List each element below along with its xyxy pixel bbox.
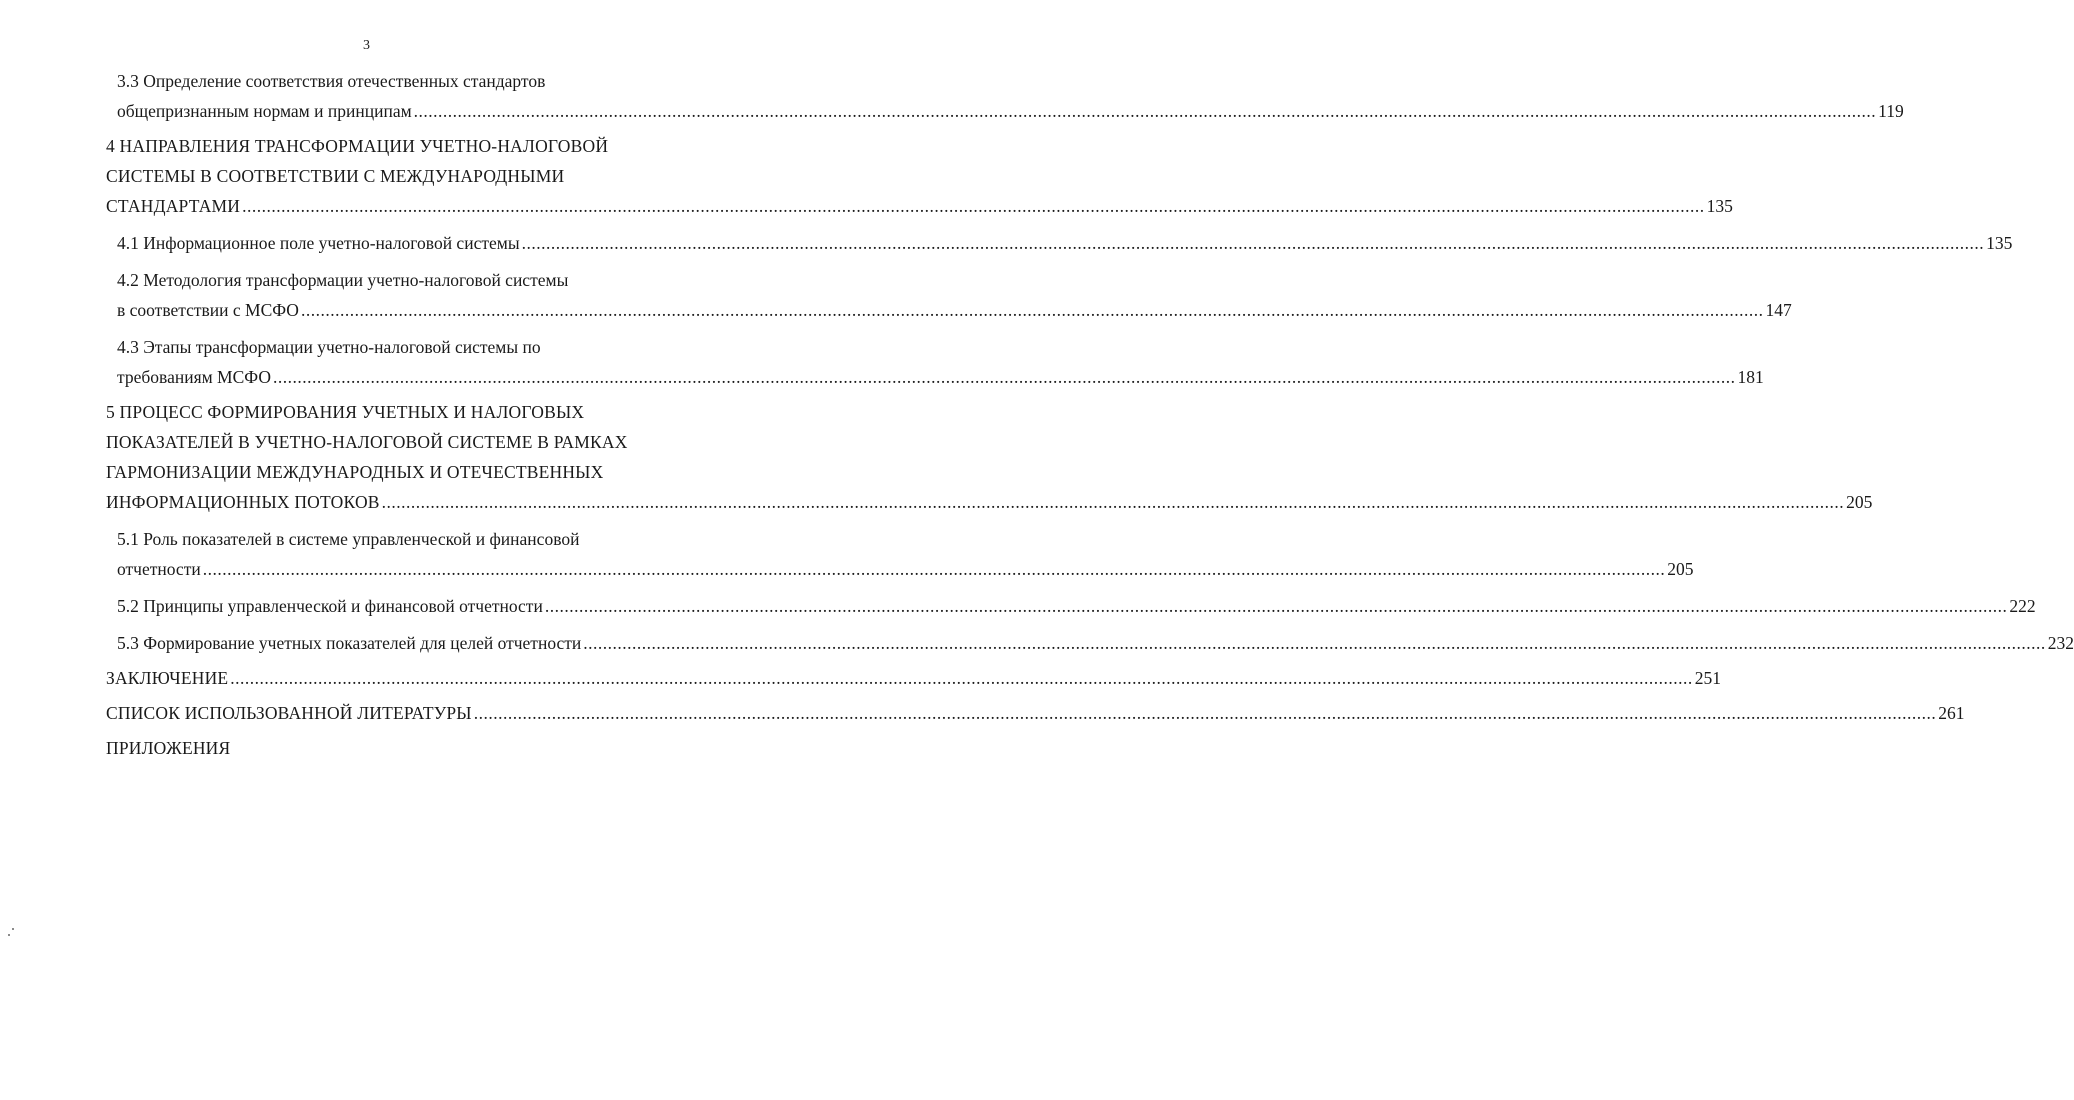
toc-page-number: 222 (2009, 596, 2036, 616)
toc-entry-line: 4.2 Методология трансформации учетно-налоговой системы (117, 270, 569, 290)
toc-page-number: 119 (1878, 101, 1904, 121)
toc-entry-line: требованиям МСФО (117, 367, 271, 387)
toc-entry-line: 4.3 Этапы трансформации учетно-налоговой системы по (117, 337, 541, 357)
toc-entry[interactable] (106, 397, 1873, 517)
toc-entry[interactable] (106, 698, 1965, 728)
dot-leader: ............................................................................................................................................................................................................................................................................................................ (521, 233, 1985, 253)
toc-entry[interactable] (117, 66, 1904, 126)
page-number: 3 (363, 38, 370, 53)
toc-page-number: 205 (1846, 492, 1873, 512)
toc-entry-line: 4 НАПРАВЛЕНИЯ ТРАНСФОРМАЦИИ УЧЕТНО-НАЛОГОВОЙ (106, 136, 609, 156)
toc-entry[interactable] (117, 332, 1764, 392)
toc-entry[interactable] (117, 628, 2074, 658)
dot-leader: ............................................................................................................................................................................................................................................................................................................ (583, 633, 2046, 653)
toc-entry[interactable] (117, 524, 1694, 584)
toc-page-number: 135 (1986, 233, 2013, 253)
dot-leader: ............................................................................................................................................................................................................................................................................................................ (473, 703, 1937, 723)
toc-entry-line: 5.1 Роль показателей в системе управленческой и финансовой (117, 529, 580, 549)
toc-entry-line: СТАНДАРТАМИ (106, 196, 241, 216)
toc-entry-line: СПИСОК ИСПОЛЬЗОВАННОЙ ЛИТЕРАТУРЫ (106, 703, 472, 723)
toc-entry-line: ЗАКЛЮЧЕНИЕ (106, 668, 229, 688)
toc-page-number: 147 (1765, 300, 1792, 320)
toc-entry[interactable] (106, 663, 1722, 693)
toc-entry[interactable] (117, 591, 2036, 621)
table-of-contents (0, 66, 2074, 763)
toc-entry-line: 5.2 Принципы управленческой и финансовой отчетности (117, 596, 543, 616)
dot-leader: ............................................................................................................................................................................................................................................................................................................ (202, 559, 1666, 579)
toc-entry-line: СИСТЕМЫ В СООТВЕТСТВИИ С МЕЖДУНАРОДНЫМИ (106, 166, 565, 186)
toc-entry[interactable] (106, 131, 1733, 221)
toc-page-number: 205 (1667, 559, 1694, 579)
toc-entry[interactable] (117, 265, 1792, 325)
toc-entry-line: ГАРМОНИЗАЦИИ МЕЖДУНАРОДНЫХ И ОТЕЧЕСТВЕННЫХ (106, 462, 604, 482)
toc-page-number: 135 (1706, 196, 1733, 216)
toc-page-number: 251 (1694, 668, 1722, 688)
toc-page-number: 232 (2047, 633, 2074, 653)
toc-entry-line: 5 ПРОЦЕСС ФОРМИРОВАНИЯ УЧЕТНЫХ И НАЛОГОВЫХ (106, 402, 585, 422)
toc-entry-line: ПОКАЗАТЕЛЕЙ В УЧЕТНО-НАЛОГОВОЙ СИСТЕМЕ В РАМКАХ (106, 432, 628, 452)
dot-leader: ............................................................................................................................................................................................................................................................................................................ (242, 196, 1705, 216)
dot-leader: ............................................................................................................................................................................................................................................................................................................ (272, 367, 1736, 387)
toc-entry-line: отчетности (117, 559, 201, 579)
dot-leader: ............................................................................................................................................................................................................................................................................................................ (230, 668, 1693, 688)
toc-entry-line: 3.3 Определение соответствия отечественных стандартов (117, 71, 546, 91)
toc-entry-line: в соответствии с МСФО (117, 300, 299, 320)
dot-leader: ............................................................................................................................................................................................................................................................................................................ (381, 492, 1845, 512)
toc-page-number: 261 (1938, 703, 1965, 723)
dot-leader: ............................................................................................................................................................................................................................................................................................................ (544, 596, 2008, 616)
toc-entry-line: 4.1 Информационное поле учетно-налоговой системы (117, 233, 520, 253)
dot-leader: ............................................................................................................................................................................................................................................................................................................ (300, 300, 1764, 320)
toc-entry[interactable] (117, 228, 2013, 258)
toc-entry[interactable] (106, 733, 684, 763)
toc-entry-line: общепризнанным нормам и принципам (117, 101, 412, 121)
toc-entry-line: ИНФОРМАЦИОННЫХ ПОТОКОВ (106, 492, 380, 512)
toc-page-number: 181 (1737, 367, 1764, 387)
dot-leader: ............................................................................................................................................................................................................................................................................................................ (413, 101, 1877, 121)
toc-entry-line: 5.3 Формирование учетных показателей для целей отчетности (117, 633, 582, 653)
toc-entry-line: ПРИЛОЖЕНИЯ (106, 738, 231, 758)
